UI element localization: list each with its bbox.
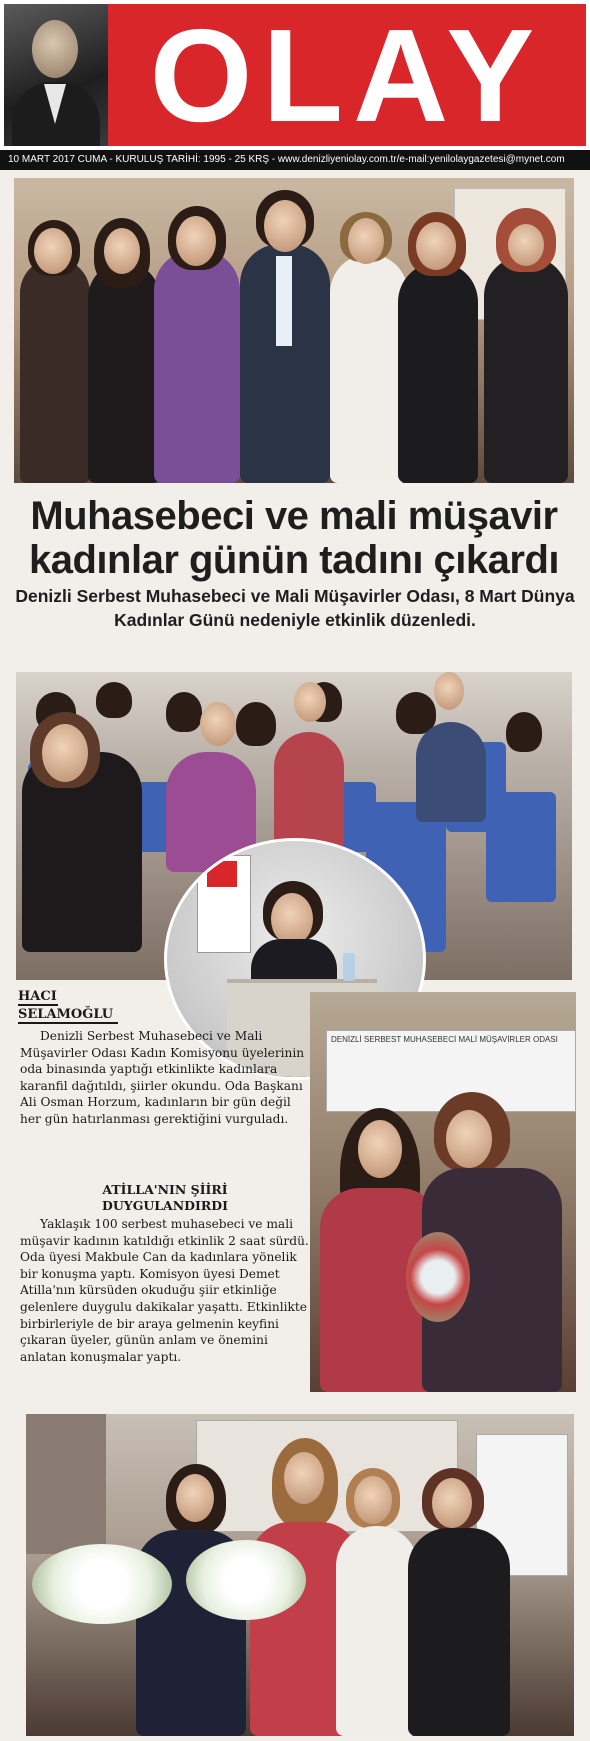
pair-photo	[310, 992, 576, 1392]
byline	[18, 988, 148, 1024]
newspaper-logo: OLAY	[149, 2, 545, 149]
article-paragraph-1: Denizli Serbest Muhasebeci ve Mali Müşavirler Odası Kadın Komisyonu üyelerinin oda binasında yaptığı etkinlikte kadınlara karanfil dağıtıldı, şiirler okundu. Oda Başkanı Ali Osman Horzum, kadınların bir gün değil her gün hatırlanması gerektiğini vurguladı.	[20, 1029, 305, 1126]
subtitle-line-1: ATİLLA'NIN ŞİİRİ	[102, 1182, 228, 1197]
subtitle-line-2: DUYGULANDIRDI	[102, 1198, 228, 1213]
headline-line-2: kadınlar günün tadını çıkardı	[28, 538, 560, 582]
byline-last: SELAMOĞLU	[18, 1007, 114, 1022]
byline-underline-2	[18, 1022, 118, 1024]
article-subhead: Denizli Serbest Muhasebeci ve Mali Müşavirler Odası, 8 Mart Dünya Kadınlar Günü nedeniyle etkinlik düzenledi.	[15, 586, 575, 630]
dateline-bar: 10 MART 2017 CUMA - KURULUŞ TARİHİ: 1995 - 25 KRŞ - www.denizliyeniolay.com.tr/e-mail:yenilolaygazetesi@mynet.com	[0, 150, 590, 170]
byline-first: HACI	[18, 989, 57, 1004]
group-photo-top	[14, 178, 574, 483]
photo-banner: DENİZLİ SERBEST MUHASEBECİ MALİ MÜŞAVİRLER ODASI	[326, 1030, 576, 1112]
article-headline	[14, 494, 574, 582]
group-photo-bottom	[26, 1414, 574, 1736]
masthead-portrait	[4, 4, 108, 146]
article-subtitle	[20, 1182, 310, 1214]
byline-underline-1	[18, 1004, 58, 1006]
flower-bouquet-right	[186, 1540, 306, 1620]
flower-bouquet-left	[32, 1544, 172, 1624]
article-paragraph-2: Yaklaşık 100 serbest muhasebeci ve mali müşavir kadının katıldığı etkinlik 2 saat sürdü. Oda üyesi Makbule Can da kadınlara yönelik bir konuşma yaptı. Komisyon üyesi Demet Atilla'nın kürsüden okuduğu şiir etkinliğe gelenlere duygulu dakikalar yaşattı. Etkinlikte birbirleriyle de bir araya gelmenin keyfini çıkaran üyeler, günün anlam ve önemini anlatan konuşmalar yaptı.	[20, 1217, 309, 1364]
headline-line-1: Muhasebeci ve mali müşavir	[30, 494, 558, 538]
